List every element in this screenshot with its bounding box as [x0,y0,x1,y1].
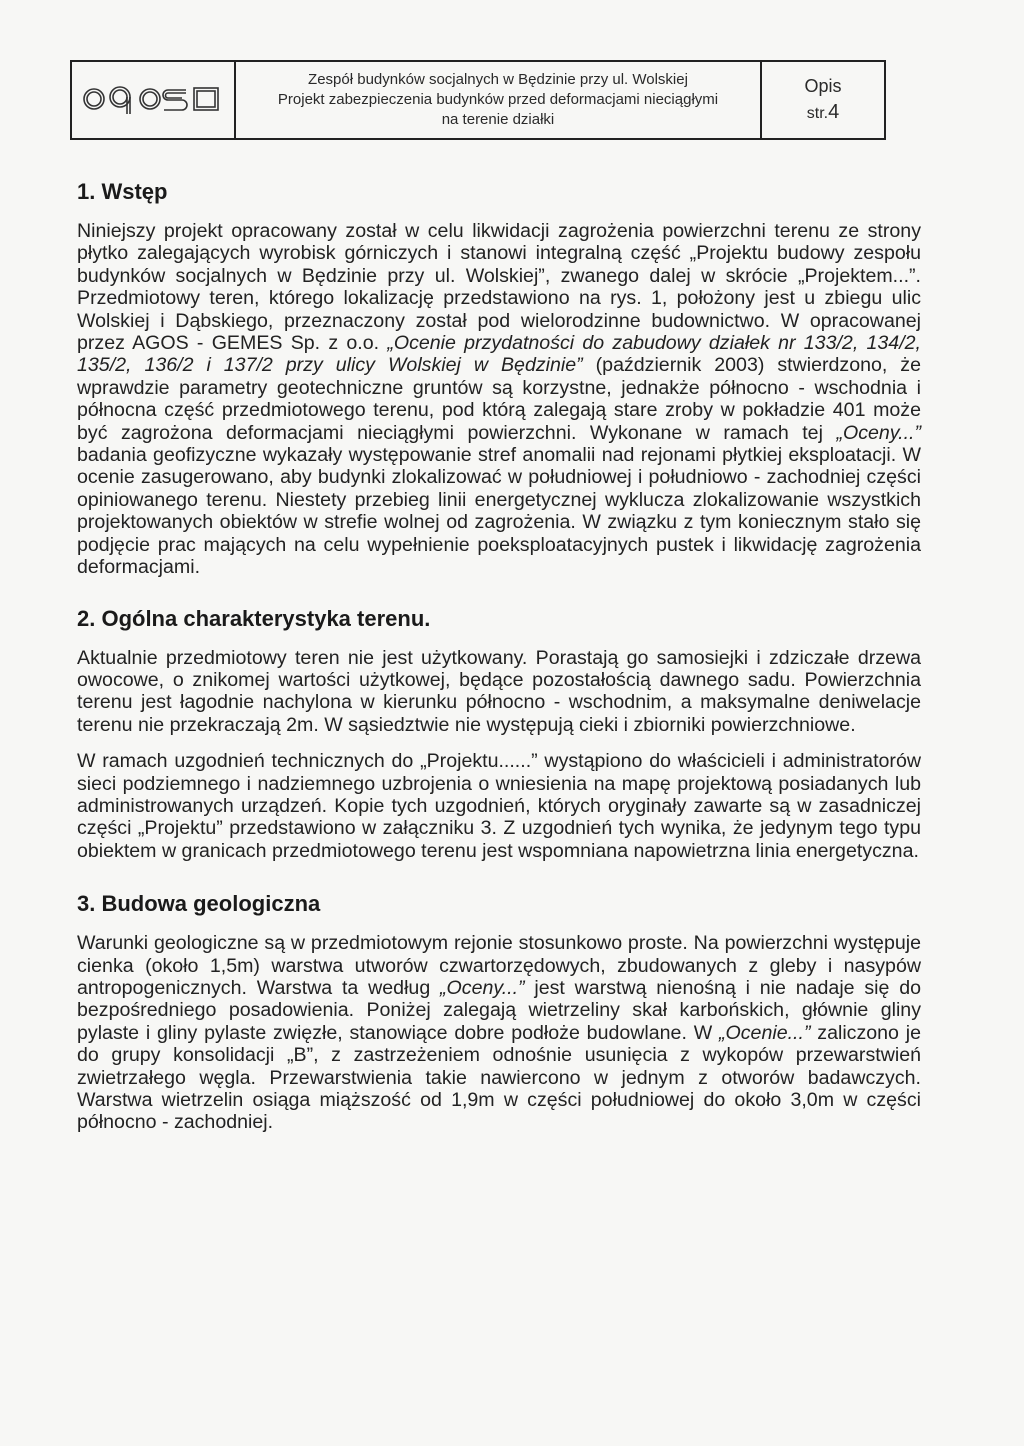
company-logo [72,62,236,138]
page-number: str.4 [806,101,840,123]
section-3-paragraph: Warunki geologiczne są w przedmiotowym rejonie stosunkowo proste. Na powierzchni występuje cienka (około 1,5m) warstwa utworów czwartorzędowych, zbudowanych z gleby i nasypów antropogenicznych. Warstwa ta według „Oceny...” jest warstwą nienośną i nie nadaje się do bezpośredniego posadowienia. Poniżej zalegają wietrzeliny skał karbońskich, głównie gliny pylaste i gliny pylaste zwięzłe, stanowiące dobre podłoże budowlane. W „Ocenie...” zaliczono je do grupy konsolidacji „B”, z zastrzeżeniem odnośnie usunięcia z wykopów przewarstwień zwietrzałego węgla. Przewarstwienia takie nawiercono w jednym z otworów badawczych. Warstwa wietrzelin osiąga miąższość od 1,9m w części południowej do około 3,0m w części północno - zachodniej. [77,932,922,1134]
agos-logo-icon [78,82,228,118]
header-page-info [762,62,884,138]
header-project-title [236,62,762,138]
section-1-paragraph: Niniejszy projekt opracowany został w celu likwidacji zagrożenia powierzchni terenu ze strony płytko zalegających wyrobisk górniczych i stanowi integralną część „Projektu budowy zespołu budynków socjalnych w Będzinie przy ul. Wolskiej”, zwanego dalej w skrócie „Projektem...”. Przedmiotowy teren, którego lokalizację przedstawiono na rys. 1, położony jest u zbiegu ulic Wolskiej i Dąbskiego, przeznaczony został pod wielorodzinne budownictwo. W opracowanej przez AGOS - GEMES Sp. z o.o. „Ocenie przydatności do zabudowy działek nr 133/2, 134/2, 135/2, 136/2 i 137/2 przy ulicy Wolskiej w Będzinie” (październik 2003) stwierdzono, że wprawdzie parametry geotechniczne gruntów są korzystne, jednakże północno - wschodnia i północna część przedmiotowego terenu, pod którą zalegają stare zroby w pokładzie 401 może być zagrożona deformacjami nieciągłymi powierzchni. Wykonane w ramach tej „Oceny...” badania geofizyczne wykazały występowanie stref anomalii nad rejonami płytkiej eksploatacji. W ocenie zasugerowano, aby budynki zlokalizować w południowej i południowo - zachodniej części opiniowanego terenu. Niestety przebieg linii energetycznej wyklucza zlokalizowanie wszystkich projektowanych obiektów w strefie wolnej od zagrożenia. W związku z tym koniecznym stało się podjęcie prac mających na celu wypełnienie poeksploatacyjnych pustek i likwidację zagrożenia deformacjami. [77,220,921,579]
header-line-1: Zespół budynków socjalnych w Będzinie przy ul. Wolskiej [308,71,688,88]
header-section-label: Opis [804,76,842,96]
section-2-paragraph-2: W ramach uzgodnień technicznych do „Projektu......” wystąpiono do właścicieli i administratorów sieci podziemnego i nadziemnego uzbrojenia o wniesienia na mapę projektową posiadanych lub administrowanych urządzeń. Kopie tych uzgodnień, których oryginały zawarte są w zasadniczej części „Projektu” przedstawiono w załączniku 3. Z uzgodnień tych wynika, że jedynym tego typu obiektem w granicach przedmiotowego terenu jest wspomniana napowietrzna linia energetyczna. [77,750,921,862]
section-heading-3: 3. Budowa geologiczna [77,891,321,917]
section-heading-1: 1. Wstęp [77,179,168,204]
document-body [77,178,921,1134]
header-line-2: Projekt zabezpieczenia budynków przed deformacjami nieciągłymi [277,91,719,108]
section-2-paragraph-1: Aktualnie przedmiotowy teren nie jest użytkowany. Porastają go samosiejki i zdziczałe drzewa owocowe, o znikomej wartości użytkowej, będące pozostałością dawnego sadu. Powierzchnia terenu jest łagodnie nachylona w kierunku północno - wschodnim, a maksymalne deniwelacje terenu nie przekraczają 2m. W sąsiedztwie nie występują cieki i zbiorniki powierzchniowe. [77,646,921,736]
header-line-3: na terenie działki [441,111,555,128]
section-heading-2: 2. Ogólna charakterystyka terenu. [77,605,431,631]
page-header [70,60,886,140]
